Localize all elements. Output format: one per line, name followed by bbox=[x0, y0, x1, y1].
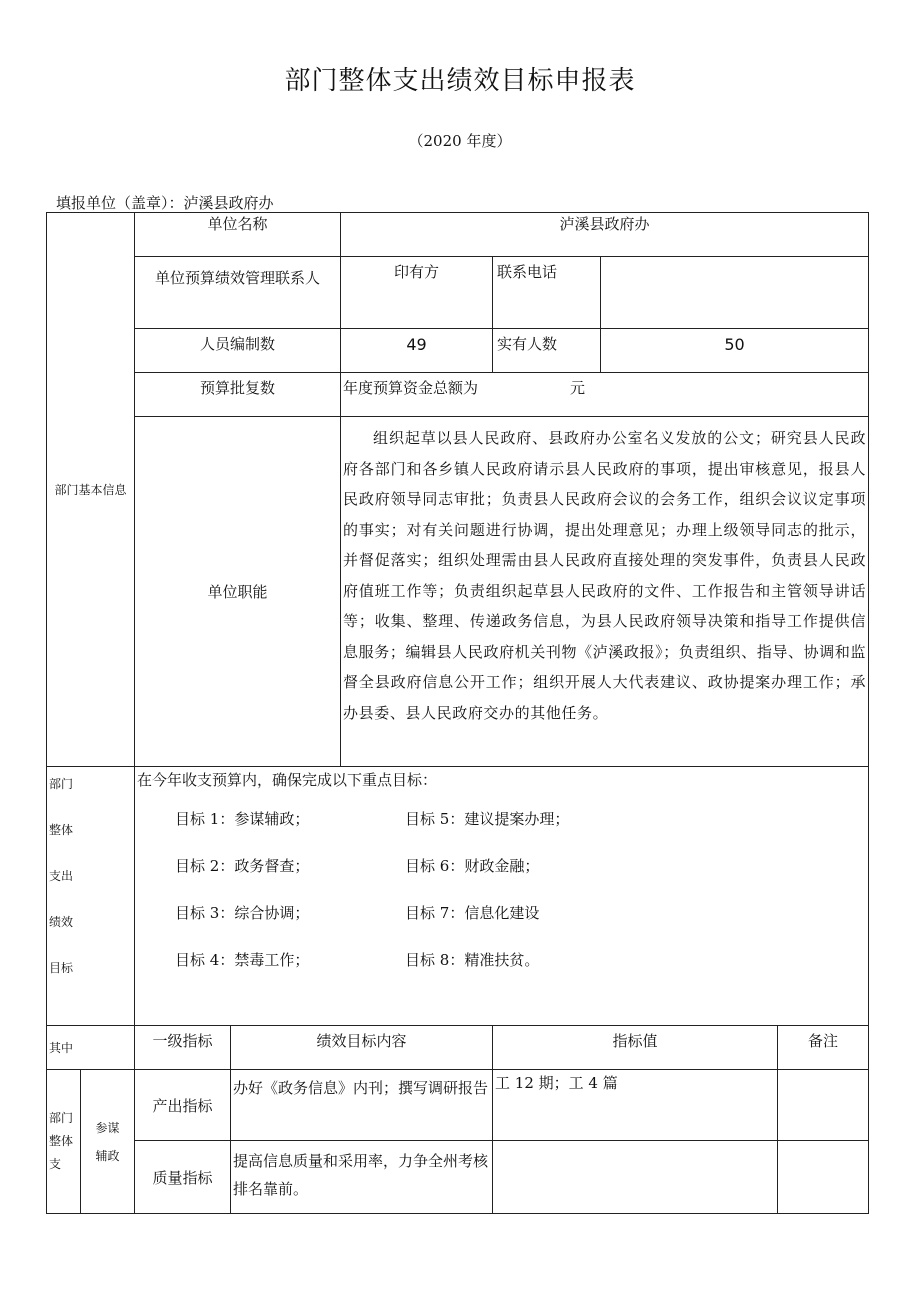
indicator-value bbox=[493, 1141, 778, 1214]
phone-label: 联系电话 bbox=[493, 257, 601, 329]
indicator-remark bbox=[778, 1070, 869, 1141]
indicator-level1: 质量指标 bbox=[135, 1141, 231, 1214]
section-basic-info-label: 部门基本信息 bbox=[47, 213, 135, 767]
contact-label: 单位预算绩效管理联系人 bbox=[135, 257, 341, 329]
budget-label: 预算批复数 bbox=[135, 373, 341, 417]
indicator-category-2: 辅政 bbox=[95, 1148, 120, 1163]
level1-header: 一级指标 bbox=[135, 1026, 231, 1070]
goals-side-label-3: 支出 bbox=[49, 869, 74, 883]
actual-staff-label: 实有人数 bbox=[493, 329, 601, 373]
budget-value bbox=[341, 373, 869, 417]
among-label: 其中 bbox=[47, 1026, 135, 1070]
indicators-side-label-1: 部门 bbox=[49, 1111, 74, 1125]
goal-item: 目标 3：综合协调； bbox=[175, 904, 310, 922]
form-table bbox=[46, 212, 869, 1214]
indicator-content: 办好《政务信息》内刊；撰写调研报告 bbox=[231, 1070, 493, 1141]
actual-staff-value: 50 bbox=[601, 329, 869, 373]
goal-item: 目标 6：财政金融； bbox=[405, 857, 540, 875]
goals-side-label-1: 部门 bbox=[49, 777, 74, 791]
goals-list bbox=[175, 808, 868, 972]
goal-item: 目标 4：禁毒工作； bbox=[175, 951, 310, 969]
goals-cell bbox=[135, 767, 869, 1026]
goals-side-label-4: 绩效 bbox=[49, 915, 74, 929]
indicator-content: 提高信息质量和采用率，力争全州考核排名靠前。 bbox=[231, 1141, 493, 1214]
staff-quota-label: 人员编制数 bbox=[135, 329, 341, 373]
unit-name-value: 泸溪县政府办 bbox=[341, 213, 869, 257]
page-title: 部门整体支出绩效目标申报表 bbox=[284, 66, 636, 96]
year-label: （2020 年度） bbox=[408, 132, 512, 150]
goal-item: 目标 7：信息化建设 bbox=[405, 904, 540, 922]
contact-value: 印有方 bbox=[341, 257, 493, 329]
value-header: 指标值 bbox=[493, 1026, 778, 1070]
phone-value bbox=[601, 257, 869, 329]
duty-label: 单位职能 bbox=[135, 417, 341, 767]
goal-item: 目标 2：政务督查； bbox=[175, 857, 310, 875]
reporting-unit: 填报单位（盖章）：泸溪县政府办 bbox=[56, 194, 274, 212]
indicators-side-label-2: 整体 bbox=[49, 1134, 74, 1148]
goal-item: 目标 5：建议提案办理； bbox=[405, 810, 570, 828]
goal-item: 目标 1：参谋辅政； bbox=[175, 810, 310, 828]
indicators-side-label bbox=[47, 1070, 81, 1214]
content-header: 绩效目标内容 bbox=[231, 1026, 493, 1070]
indicators-side-label-3: 支 bbox=[49, 1157, 62, 1171]
unit-name-label: 单位名称 bbox=[135, 213, 341, 257]
indicator-remark bbox=[778, 1141, 869, 1214]
goals-side-label-2: 整体 bbox=[49, 823, 74, 837]
budget-suffix: 元 bbox=[570, 379, 586, 397]
budget-prefix: 年度预算资金总额为 bbox=[343, 379, 479, 397]
indicator-category bbox=[81, 1070, 135, 1214]
indicator-value: 工 12 期；工 4 篇 bbox=[493, 1070, 778, 1141]
staff-quota-value: 49 bbox=[341, 329, 493, 373]
indicator-category-1: 参谋 bbox=[95, 1120, 120, 1135]
indicator-level1: 产出指标 bbox=[135, 1070, 231, 1141]
goal-item: 目标 8：精准扶贫。 bbox=[405, 951, 540, 969]
goals-side-label bbox=[47, 767, 135, 1026]
remark-header: 备注 bbox=[778, 1026, 869, 1070]
goals-intro: 在今年收支预算内，确保完成以下重点目标： bbox=[137, 771, 438, 789]
duty-text: 组织起草以县人民政府、县政府办公室名义发放的公文；研究县人民政府各部门和各乡镇人民政府请示县人民政府的事项，提出审核意见，报县人民政府领导同志审批；负责县人民政府会议的会务工作，组织会议议定事项的事实；对有关问题进行协调，提出处理意见；办理上级领导同志的批示，并督促落实；组织处理需由县人民政府直接处理的突发事件，负责县人民政府值班工作等；负责组织起草县人民政府的文件、工作报告和主管领导讲话等；收集、整理、传递政务信息，为县人民政府领导决策和指导工作提供信息服务；编辑县人民政府机关刊物《泸溪政报》；负责组织、指导、协调和监督全县政府信息公开工作；组织开展人大代表建议、政协提案办理工作；承办县委、县人民政府交办的其他任务。 bbox=[341, 417, 869, 767]
goals-side-label-5: 目标 bbox=[49, 961, 74, 975]
